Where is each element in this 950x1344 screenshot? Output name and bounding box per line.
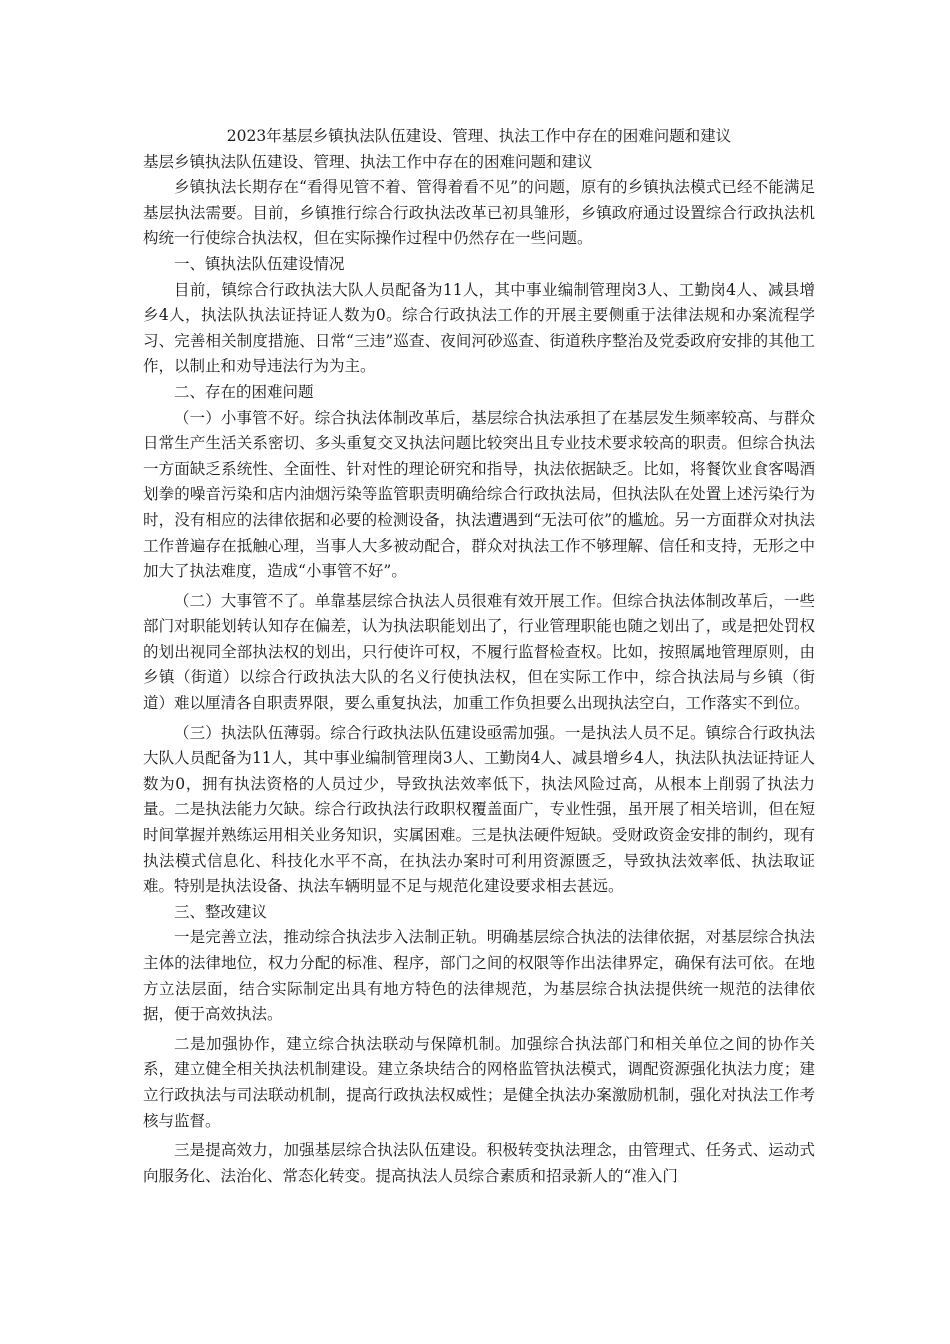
intro-paragraph: 乡镇执法长期存在“看得见管不着、管得着看不见”的问题，原有的乡镇执法模式已经不能满足基层执法需要。目前，乡镇推行综合行政执法改革已初具雏形，乡镇政府通过设置综合行政执法机构统一行使综合执法权，但在实际操作过程中仍然存在一些问题。 bbox=[143, 178, 815, 248]
section-heading-1: 一、镇执法队伍建设情况 bbox=[174, 254, 345, 273]
document-subtitle: 基层乡镇执法队伍建设、管理、执法工作中存在的困难问题和建议 bbox=[143, 152, 593, 171]
document-body bbox=[143, 124, 815, 1189]
suggestion-2-paragraph: 二是加强协作，建立综合执法联动与保障机制。加强综合执法部门和相关单位之间的协作关系，建立健全相关执法机制建设。建立条块结合的网格监管执法模式，调配资源强化执法力度；建立行政执法与司法联动机制，提高行政执法权威性；是健全执法办案激励机制，强化对执法工作考核与监督。 bbox=[143, 1034, 815, 1130]
section-heading-3: 三、整改建议 bbox=[174, 902, 268, 921]
suggestion-1-paragraph: 一是完善立法，推动综合执法步入法制正轨。明确基层综合执法的法律依据，对基层综合执法主体的法律地位，权力分配的标准、程序，部门之间的权限等作出法律界定，确保有法可依。在地方立法层面，结合实际制定出具有地方特色的法律规范，为基层综合执法提供统一规范的法律依据，便于高效执法。 bbox=[143, 928, 815, 1024]
problem-2-paragraph: （二）大事管不了。单靠基层综合执法人员很难有效开展工作。但综合执法体制改革后，一些部门对职能划转认知存在偏差，认为执法职能划出了，行业管理职能也随之划出了，或是把处罚权的划出视同全部执法权的划出，只行使许可权，不履行监督检查权。比如，按照属地管理原则，由乡镇（街道）以综合行政执法大队的名义行使执法权，但在实际工作中，综合执法局与乡镇（街道）难以厘清各自职责界限，要么重复执法，加重工作负担要么出现执法空白，工作落实不到位。 bbox=[143, 591, 815, 713]
document-title: 2023年基层乡镇执法队伍建设、管理、执法工作中存在的困难问题和建议 bbox=[226, 127, 732, 145]
section-1-paragraph: 目前，镇综合行政执法大队人员配备为11人，其中事业编制管理岗3人、工勤岗4人、减县增乡4人，执法队执法证持证人数为0。综合行政执法工作的开展主要侧重于法律法规和办案流程学习、完善相关制度措施、日常“三违”巡查、夜间河砂巡查、街道秩序整治及党委政府安排的其他工作，以制止和劝导违法行为为主。 bbox=[143, 280, 815, 376]
problem-3-paragraph: （三）执法队伍薄弱。综合行政执法队伍建设亟需加强。一是执法人员不足。镇综合行政执法大队人员配备为11人，其中事业编制管理岗3人、工勤岗4人、减县增乡4人，执法队执法证持证人数为0，拥有执法资格的人员过少，导致执法效率低下，执法风险过高，从根本上削弱了执法力量。二是执法能力欠缺。综合行政执法行政职权覆盖面广，专业性强，虽开展了相关培训，但在短时间掌握并熟练运用相关业务知识，实属困难。三是执法硬件短缺。受财政资金安排的制约，现有执法模式信息化、科技化水平不高，在执法办案时可利用资源匮乏，导致执法效率低、执法取证难。特别是执法设备、执法车辆明显不足与规范化建设要求相去甚远。 bbox=[143, 723, 815, 896]
suggestion-3-paragraph: 三是提高效力，加强基层综合执法队伍建设。积极转变执法理念，由管理式、任务式、运动式向服务化、法治化、常态化转变。提高执法人员综合素质和招录新人的“准入门 bbox=[143, 1141, 815, 1185]
problem-1-paragraph: （一）小事管不好。综合执法体制改革后，基层综合执法承担了在基层发生频率较高、与群众日常生产生活关系密切、多头重复交叉执法问题比较突出且专业技术要求较高的职责。但综合执法一方面缺乏系统性、全面性、针对性的理论研究和指导，执法依据缺乏。比如，将餐饮业食客喝酒划拳的噪音污染和店内油烟污染等监管职责明确给综合行政执法局，但执法队在处置上述污染行为时，没有相应的法律依据和必要的检测设备，执法遭遇到“无法可依”的尴尬。另一方面群众对执法工作普遍存在抵触心理，当事人大多被动配合，群众对执法工作不够理解、信任和支持，无形之中加大了执法难度，造成“小事管不好”。 bbox=[143, 408, 815, 581]
section-heading-2: 二、存在的困难问题 bbox=[174, 382, 314, 401]
